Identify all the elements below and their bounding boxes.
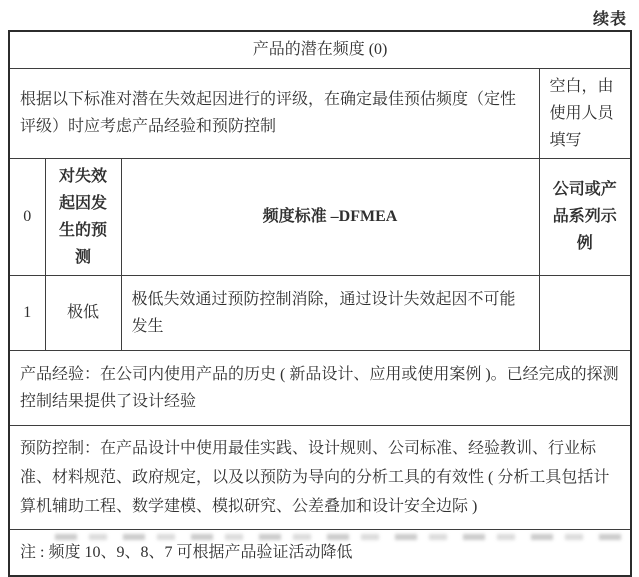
continued-table-label: 续表 — [592, 11, 627, 28]
blank-cell-note: 空白，由使用人员填写 — [539, 68, 631, 158]
prevention-control-note: 预防控制：在产品设计中使用最佳实践、设计规则、公司标准、经验教训、行业标准、材料规范、政府规定，以及以预防为导向的分析工具的有效性 ( 分析工具包括计算机辅助工程、数学建模、模拟研究、公差叠加和设计安全边际 ) — [9, 425, 631, 529]
header-example: 公司或产品系列示例 — [539, 158, 631, 275]
cell-example — [539, 275, 631, 350]
table-data-row — [9, 275, 631, 350]
table-header-row — [9, 158, 631, 275]
table-row — [9, 68, 631, 158]
table-row — [9, 350, 631, 425]
rating-criteria-note: 根据以下标准对潜在失效起因进行的评级，在确定最佳预估频度（定性评级）时应考虑产品经验和预防控制 — [9, 68, 539, 158]
cut-off-text-artifact — [55, 534, 627, 540]
table-title: 产品的潜在频度 (0) — [9, 31, 631, 68]
occurrence-rating-table — [8, 30, 632, 577]
header-score: 0 — [9, 158, 45, 275]
cell-score: 1 — [9, 275, 45, 350]
table-footnote: 注 : 频度 10、9、8、7 可根据产品验证活动降低 — [9, 529, 631, 576]
header-prediction: 对失效起因发生的预测 — [45, 158, 121, 275]
table-row — [9, 31, 631, 68]
header-standard: 频度标准 –DFMEA — [121, 158, 539, 275]
cell-level: 极低 — [45, 275, 121, 350]
product-experience-note: 产品经验：在公司内使用产品的历史 ( 新品设计、应用或使用案例 )。已经完成的探测控制结果提供了设计经验 — [9, 350, 631, 425]
table-row — [9, 425, 631, 529]
cell-criteria: 极低失效通过预防控制消除，通过设计失效起因不可能发生 — [121, 275, 539, 350]
